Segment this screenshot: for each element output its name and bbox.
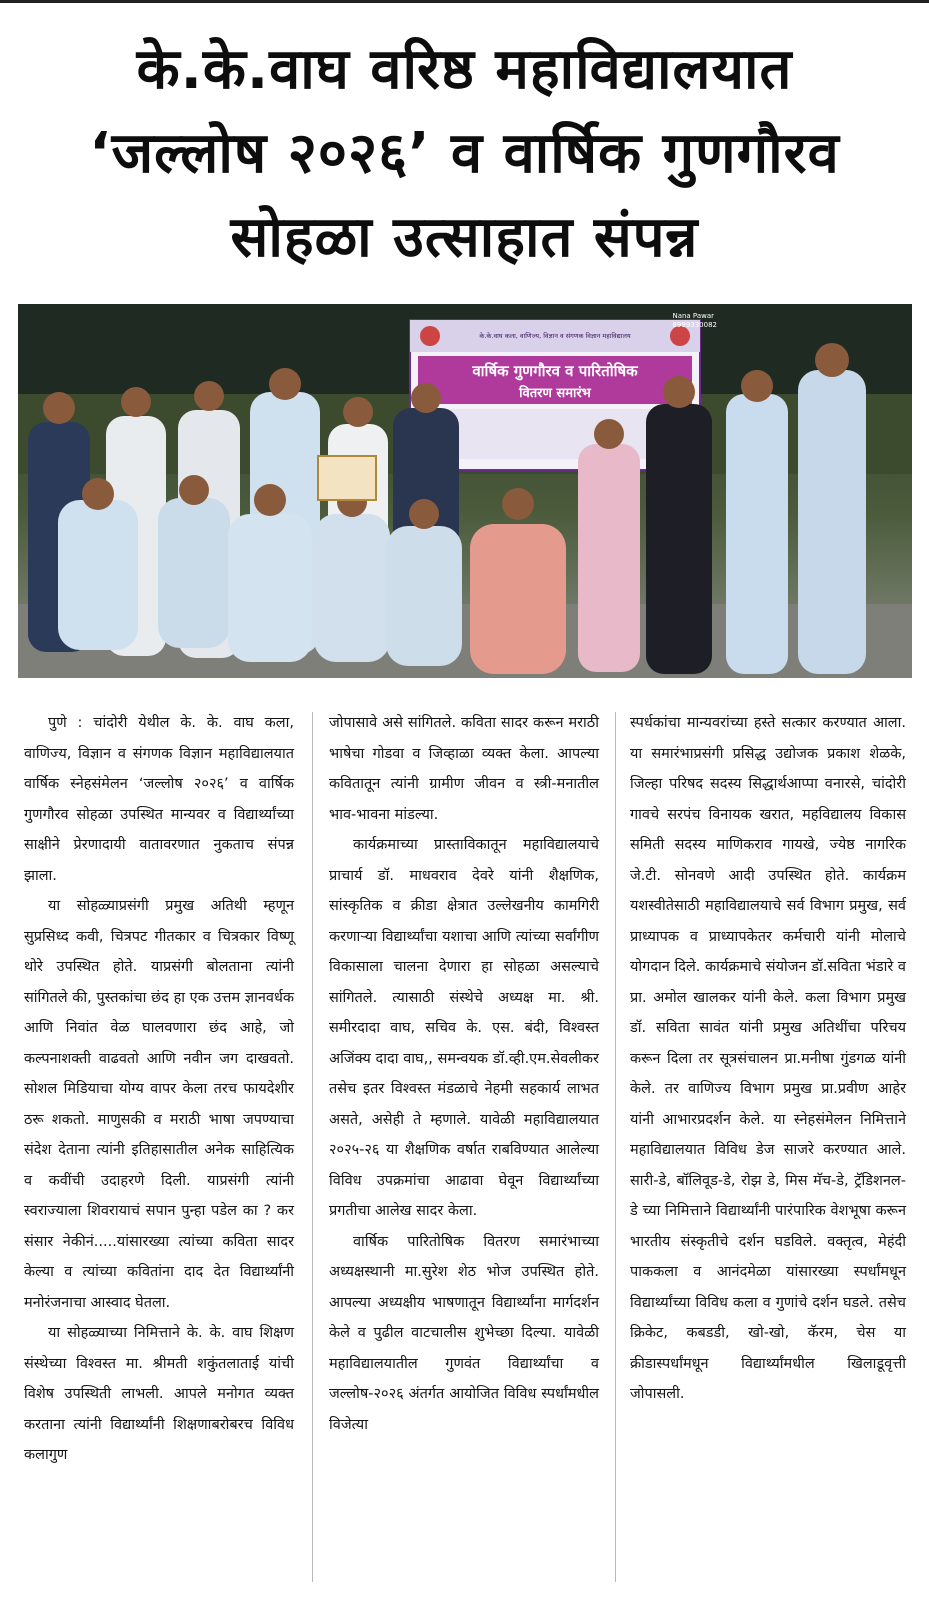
headline — [10, 28, 919, 280]
paragraph: पुणे : चांदोरी येथील के. के. वाघ कला, वाणिज्य, विज्ञान व संगणक विज्ञान महाविद्यालयात वार्षिक स्नेहसंमेलन ‘जल्लोष २०२६’ व वार्षिक गुणगौरव सोहळा उपस्थित मान्यवर व विद्यार्थ्यांच्या साक्षीने प्रेरणादायी वातावरणात नुकताच संपन्न झाला. — [24, 715, 294, 884]
photo-credit-phone: 8999330082 — [672, 321, 717, 329]
banner-line: के.के.वाघ कला, वाणिज्य, विज्ञान व संगणक विज्ञान महाविद्यालय — [479, 332, 631, 340]
paragraph: स्पर्धकांचा मान्यवरांच्या हस्ते सत्कार करण्यात आला. या समारंभाप्रसंगी प्रसिद्ध उद्योजक प्रकाश शेळके, जिल्हा परिषद सदस्य सिद्धार्थआप्पा वनारसे, चांदोरी गावचे सरपंच विनायक खरात, महविद्यालय विकास समिती सदस्य माणिकराव गायखे, ज्येष्ठ नागरिक जे.टी. सोनवणे आदी उपस्थित होते. कार्यक्रम यशस्वीतेसाठी महाविद्यालयाचे सर्व विभाग प्रमुख, सर्व प्राध्यापक व प्राध्यापकेतर कर्मचारी यांनी मोलाचे योगदान दिले. कार्यक्रमाचे संयोजन डॉ.सविता भंडारे व प्रा. अमोल खालकर यांनी केले. कला विभाग प्रमुख डॉ. सविता सावंत यांनी प्रमुख अतिथींचा परिचय करून दिला तर सूत्रसंचालन प्रा.मनीषा गुंडगळ यांनी केले. तर वाणिज्य विभाग प्रमुख प्रा.प्रवीण आहेर यांनी आभारप्रदर्शन केले. या स्नेहसंमेलन निमित्ताने महाविद्यालयात विविध डेज साजरे करण्यात आले. सारी-डे, बॉलिवूड-डे, रोझ डे, मिस मॅच-डे, ट्रॅडिशनल-डे च्या निमित्ताने विद्यार्थ्यांनी पारंपारिक वेशभूषा करून भारतीय संस्कृतीचे दर्शन घडविले. वक्तृत्व, मेहंदी पाककला व आनंदमेळा यांसारख्या स्पर्धांमधून विद्यार्थ्यांच्या विविध कला व गुणांचे दर्शन घडले. तसेच क्रिकेट, कबडडी, खो-खो, कॅरम, चेस या क्रीडास्पर्धांमधून विद्यार्थ्यांमधील खिलाडूवृत्ती जोपासली. — [630, 715, 906, 1402]
paragraph: या सोहळ्याच्या निमित्ताने के. के. वाघ शिक्षण संस्थेच्या विश्वस्त मा. श्रीमती शकुंतलाताई यांची विशेष उपस्थिती लाभली. आपले मनोगत व्यक्त करताना त्यांनी विद्यार्थ्यांनी शिक्षणाबरोबरच विविध कलागुण — [24, 1325, 294, 1463]
banner-subtitle: वितरण समारंभ — [519, 386, 591, 401]
article-column-1 — [24, 708, 294, 1471]
photo-illustration — [18, 304, 912, 678]
top-rule — [0, 0, 929, 3]
article-column-2 — [329, 708, 599, 1440]
event-photo — [18, 304, 912, 678]
article-body — [24, 708, 906, 1588]
photo-credit-name: Nana Pawar — [672, 312, 715, 320]
headline-line-2: ‘जल्लोष २०२६’ व वार्षिक गुणगौरव — [89, 121, 840, 186]
photo-credit — [672, 312, 717, 330]
article-column-3 — [630, 708, 906, 1410]
headline-line-3: सोहळा उत्साहात संपन्न — [230, 205, 699, 270]
paragraph: या सोहळ्याप्रसंगी प्रमुख अतिथी म्हणून सुप्रसिध्द कवी, चित्रपट गीतकार व चित्रकार विष्णू थोरे उपस्थित होते. याप्रसंगी बोलताना त्यांनी सांगितले की, पुस्तकांचा छंद हा एक उत्तम ज्ञानवर्धक आणि निवांत वेळ घालवणारा छंद आहे, जो कल्पनाशक्ती वाढवतो आणि नवीन जग दाखवतो. सोशल मिडियाचा योग्य वापर केला तरच फायदेशीर ठरू शकतो. माणुसकी व मराठी भाषा जपण्याचा संदेश देताना त्यांनी इतिहासातील अनेक साहित्यिक व कवींची उदाहरणे दिली. याप्रसंगी त्यांनी स्वराज्याला शिवरायाचं सपान पुन्हा पडेल का ? कर संसार नेकीनं.....यांसारख्या त्यांच्या कविता सादर केल्या व त्यांच्या कवितांना दाद देत विद्यार्थ्यांनी मनोरंजनाचा आस्वाद घेतला. — [24, 898, 294, 1311]
paragraph: वार्षिक पारितोषिक वितरण समारंभाच्या अध्यक्षस्थानी मा.सुरेश शेठ भोज उपस्थित होते. आपल्या अध्यक्षीय भाषणातून विद्यार्थ्यांना मार्गदर्शन केले व पुढील वाटचालीस शुभेच्छा दिल्या. यावेळी महाविद्यालयातील गुणवंत विद्यार्थ्यांचा व जल्लोष-२०२६ अंतर्गत आयोजित विविध स्पर्धांमधील विजेत्या — [329, 1233, 599, 1433]
paragraph: कार्यक्रमाच्या प्रास्ताविकातून महाविद्यालयाचे प्राचार्य डॉ. माधवराव देवरे यांनी शैक्षणिक, सांस्कृतिक व क्रीडा क्षेत्रात उल्लेखनीय कामगिरी करणाऱ्या विद्यार्थ्यांचा यशाचा आणि त्यांच्या सर्वांगीण विकासाला चालना देणारा हा सोहळा असल्याचे सांगितले. त्यासाठी संस्थेचे अध्यक्ष मा. श्री. समीरदादा वाघ, सचिव के. एस. बंदी, विश्वस्त अजिंक्य दादा वाघ,, समन्वयक डॉ.व्ही.एम.सेवलीकर तसेच इतर विश्वस्त मंडळाचे नेहमी सहकार्य लाभत असते, असेही ते म्हणाले. यावेळी महाविद्यालयात २०२५-२६ या शैक्षणिक वर्षात राबविण्यात आलेल्या विविध उपक्रमांचा आढावा घेवून विद्यार्थ्यांच्या प्रगतीचा आलेख सादर केला. — [329, 837, 599, 1219]
paragraph: जोपासावे असे सांगितले. कविता सादर करून मराठी भाषेचा गोडवा व जिव्हाळा व्यक्त केला. आपल्या कवितातून त्यांनी ग्रामीण जीवन व स्त्री-मनातील भाव-भावना मांडल्या. — [329, 715, 599, 823]
banner-title: वार्षिक गुणगौरव व पारितोषिक — [472, 362, 638, 380]
headline-line-1: के.के.वाघ वरिष्ठ महाविद्यालयात — [136, 37, 793, 102]
